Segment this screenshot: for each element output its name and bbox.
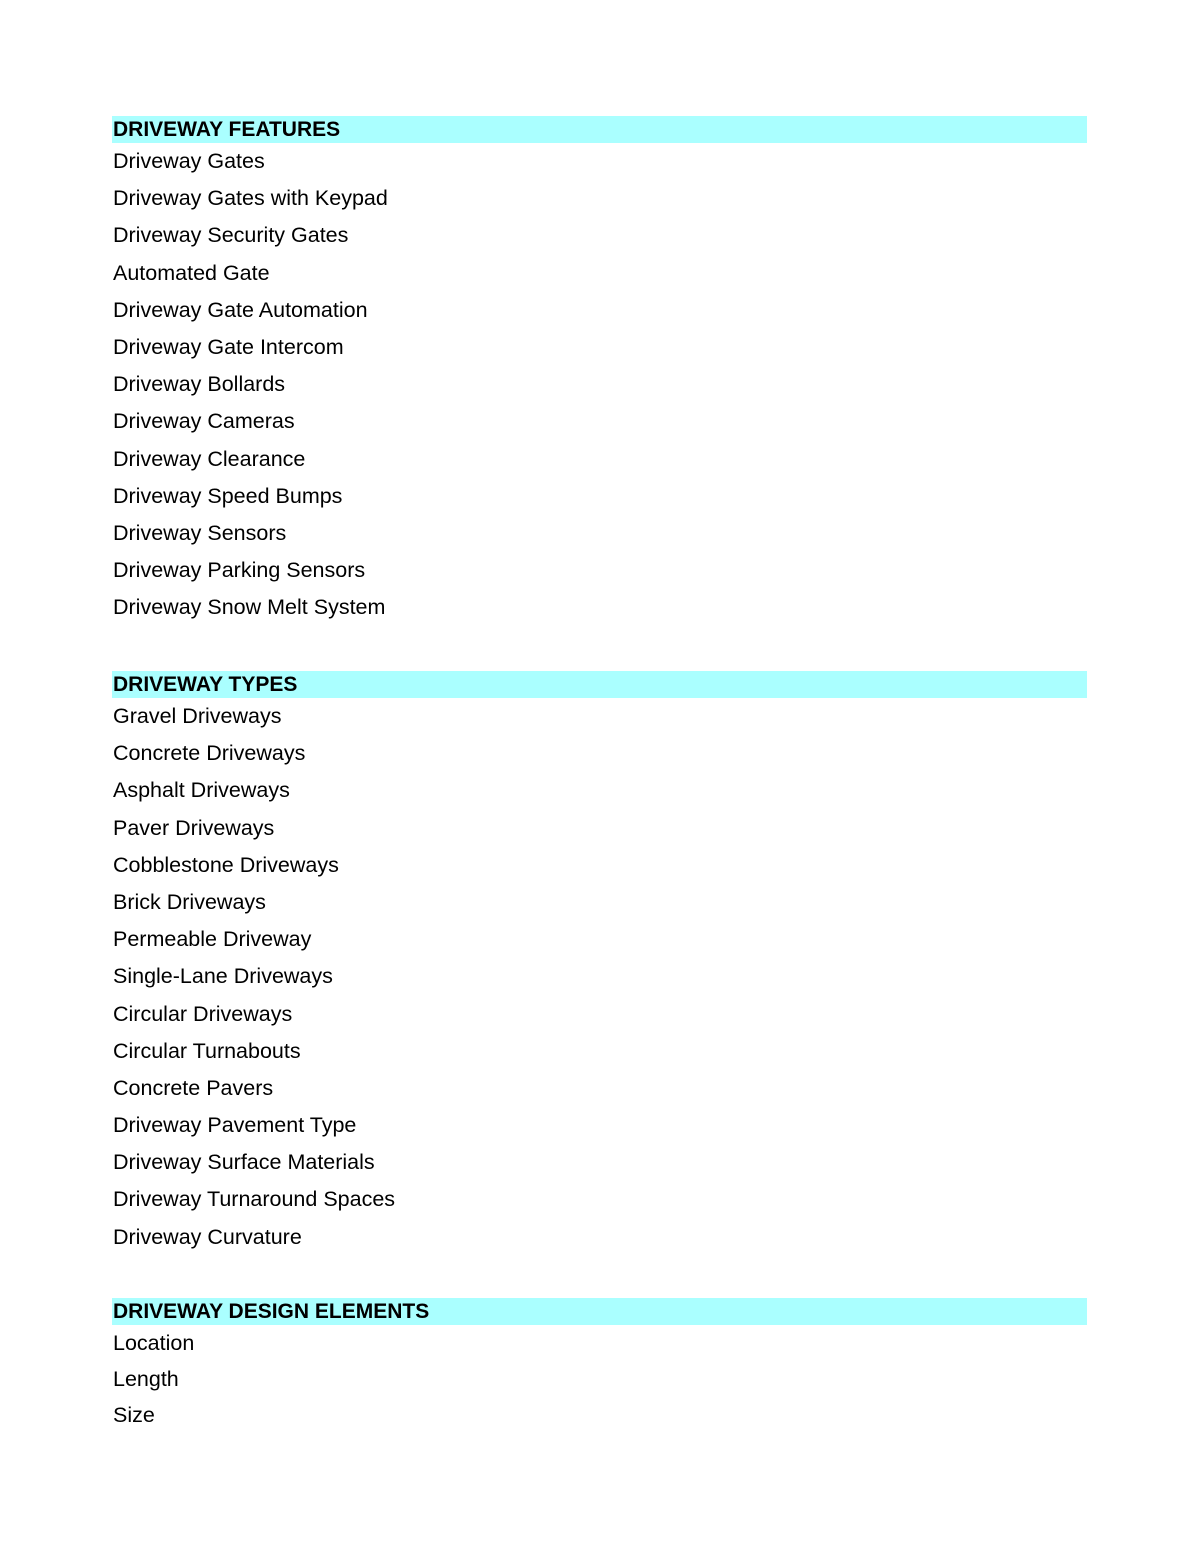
list-item: Driveway Bollards — [113, 372, 286, 397]
list-item: Circular Driveways — [113, 1001, 293, 1026]
list-item: Size — [113, 1403, 155, 1427]
section-driveway-features — [112, 116, 1087, 626]
list-item: Concrete Pavers — [113, 1075, 274, 1100]
list-item: Driveway Cameras — [113, 409, 295, 434]
list-item: Length — [113, 1367, 179, 1391]
list-item: Gravel Driveways — [113, 704, 282, 728]
list-item: Driveway Sensors — [113, 520, 287, 545]
section-header: DRIVEWAY FEATURES — [112, 116, 1087, 143]
list-item: Driveway Turnaround Spaces — [113, 1187, 396, 1212]
list-item: Asphalt Driveways — [113, 778, 290, 803]
list-item: Driveway Gates with Keypad — [113, 186, 388, 211]
list-item: Driveway Security Gates — [113, 223, 349, 248]
list-item: Brick Driveways — [113, 889, 266, 914]
list-item: Driveway Surface Materials — [113, 1150, 375, 1175]
list-item: Driveway Snow Melt System — [113, 595, 386, 620]
list-item: Driveway Gate Automation — [113, 297, 368, 322]
list-item: Concrete Driveways — [113, 741, 306, 766]
list-item: Driveway Curvature — [113, 1224, 302, 1249]
list-item: Driveway Parking Sensors — [113, 558, 366, 583]
section-header: DRIVEWAY TYPES — [112, 671, 1087, 698]
list-item: Automated Gate — [113, 260, 270, 285]
list-item: Cobblestone Driveways — [113, 852, 339, 877]
list-item: Driveway Gate Intercom — [113, 334, 344, 359]
section-header: DRIVEWAY DESIGN ELEMENTS — [112, 1298, 1087, 1325]
list-item: Driveway Pavement Type — [113, 1113, 357, 1138]
list-item: Paver Driveways — [113, 815, 275, 840]
list-item: Driveway Speed Bumps — [113, 483, 343, 508]
list-item: Single-Lane Driveways — [113, 964, 333, 989]
section-driveway-design-elements — [112, 1298, 1087, 1433]
list-item: Circular Turnabouts — [113, 1038, 301, 1063]
list-item: Driveway Clearance — [113, 446, 306, 471]
section-driveway-types — [112, 671, 1087, 1256]
list-item: Location — [113, 1331, 195, 1355]
list-item: Driveway Gates — [113, 149, 265, 173]
list-item: Permeable Driveway — [113, 927, 312, 952]
